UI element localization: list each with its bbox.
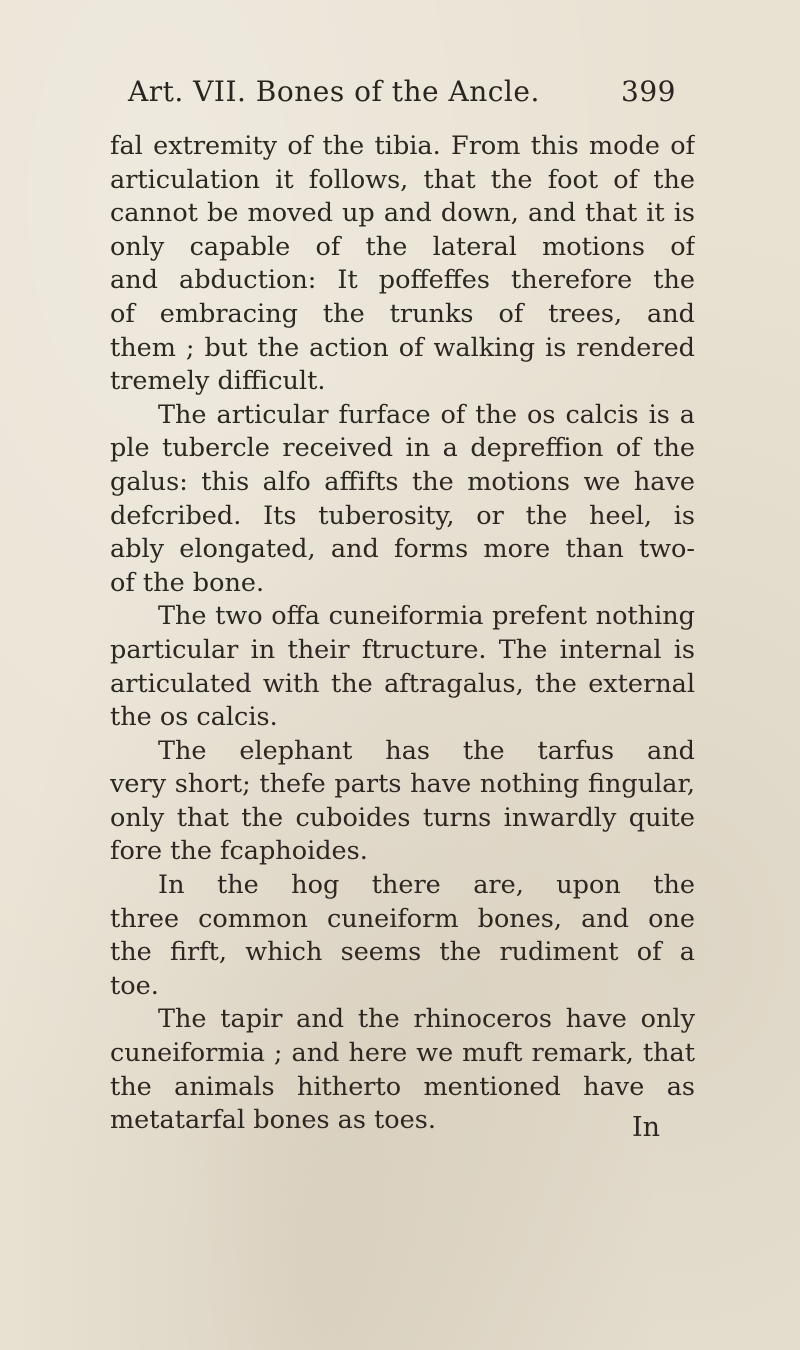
text-line: the firft, which seems the rudiment of a xyxy=(110,937,695,968)
text-line: The tapir and the rhinoceros have only xyxy=(158,1004,695,1035)
text-line: The articular furface of the os calcis is a xyxy=(158,399,695,430)
page-number: 399 xyxy=(621,75,676,108)
text-line: In the hog there are, upon the xyxy=(158,870,695,901)
running-head-title: Art. VII. Bones of the Ancle. xyxy=(128,75,540,108)
text-line: toe. xyxy=(110,970,159,1001)
body-text xyxy=(110,130,695,1138)
text-line: fore the fcaphoides. xyxy=(110,836,368,867)
text-line: only capable of the lateral motions of xyxy=(110,231,695,262)
text-line: articulation it follows, that the foot of the xyxy=(110,164,695,195)
catchword: In xyxy=(632,1112,661,1143)
text-line: cuneiformia ; and here we muft remark, that xyxy=(110,1038,695,1069)
text-line: ably elongated, and forms more than two- xyxy=(110,534,695,565)
text-line: The elephant has the tarfus and xyxy=(158,735,695,766)
text-line: The two offa cuneiformia prefent nothing xyxy=(158,601,695,632)
text-line: three common cuneiform bones, and one xyxy=(110,903,695,934)
text-line: particular in their ftructure. The internal is xyxy=(110,634,695,665)
text-line: of embracing the trunks of trees, and xyxy=(110,298,695,329)
text-line: tremely difficult. xyxy=(110,366,326,397)
text-line: metatarfal bones as toes. xyxy=(110,1105,436,1136)
text-line: only that the cuboides turns inwardly quite xyxy=(110,802,695,833)
text-line: the animals hitherto mentioned have as xyxy=(110,1071,695,1102)
text-line: very short; thefe parts have nothing fingular, xyxy=(110,769,695,800)
text-line: and abduction: It poffeffes therefore the xyxy=(110,265,695,296)
running-head xyxy=(128,75,676,115)
text-line: articulated with the aftragalus, the external xyxy=(110,668,695,699)
text-line: defcribed. Its tuberosity, or the heel, is xyxy=(110,500,695,531)
text-line: cannot be moved up and down, and that it is xyxy=(110,198,695,229)
text-line: of the bone. xyxy=(110,567,265,598)
text-line: the os calcis. xyxy=(110,702,278,733)
text-line: fal extremity of the tibia. From this mode of xyxy=(110,131,695,161)
text-line: them ; but the action of walking is rendered xyxy=(110,332,695,363)
text-line: ple tubercle received in a depreffion of the xyxy=(110,433,695,464)
text-line: galus: this alfo affifts the motions we have xyxy=(110,466,695,497)
